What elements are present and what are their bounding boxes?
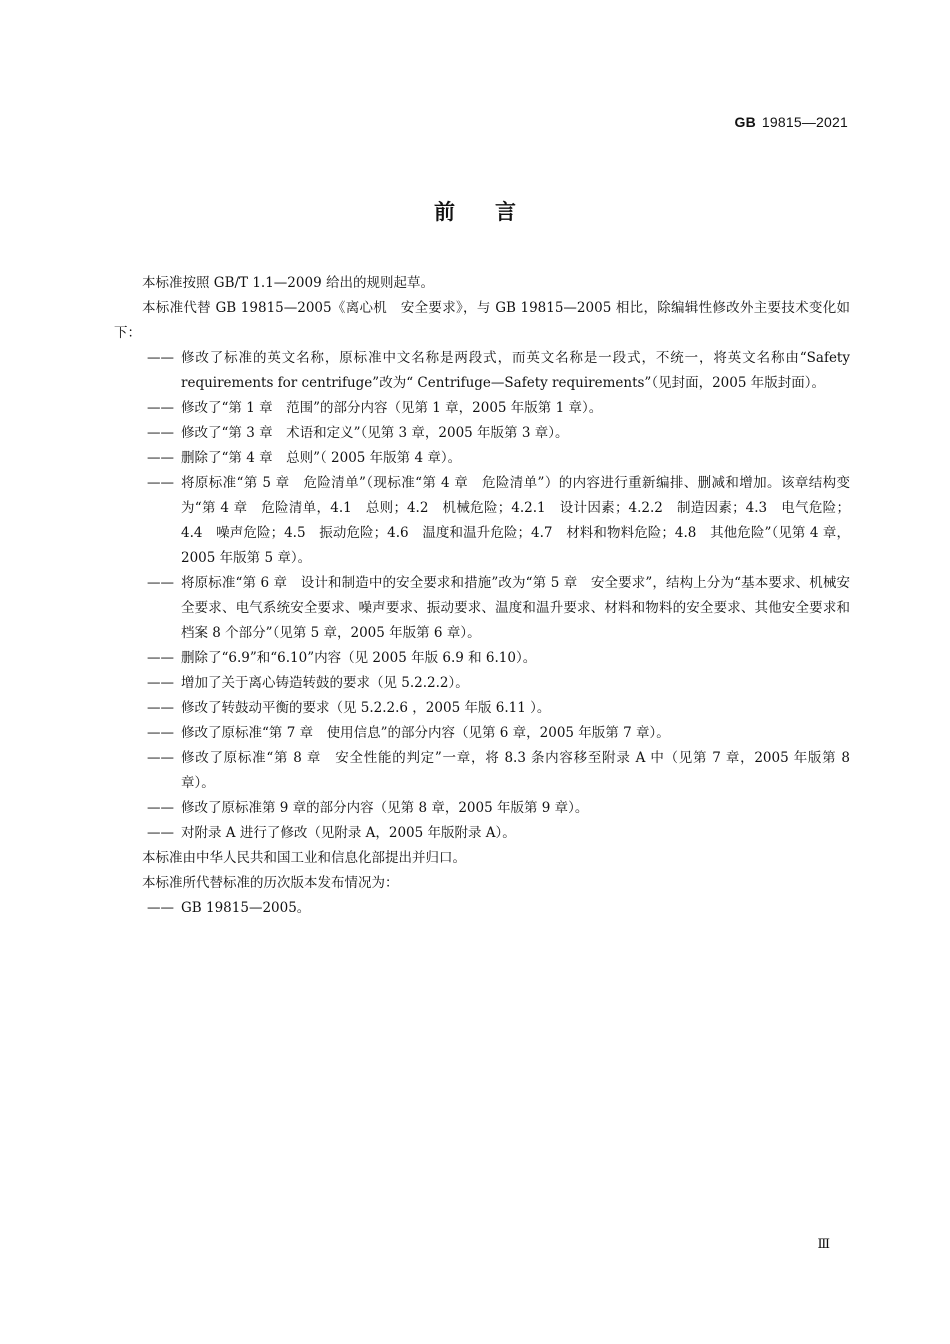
change-item: [114, 446, 850, 471]
change-item: [114, 696, 850, 721]
change-text: 修改了原标准第 9 章的部分内容（见第 8 章，2005 年版第 9 章）。: [181, 800, 589, 816]
change-text: 删除了“第 4 章 总则”（ 2005 年版第 4 章）。: [181, 450, 462, 466]
change-item: [114, 346, 850, 396]
change-item: [114, 721, 850, 746]
paragraph-replacement: 本标准代替 GB 19815—2005《离心机 安全要求》，与 GB 19815—2005 相比，除编辑性修改外主要技术变化如下：: [114, 300, 850, 341]
change-item: [114, 821, 850, 846]
dash-mark: ——: [147, 450, 174, 466]
change-text: 增加了关于离心铸造转鼓的要求（见 5.2.2.2）。: [181, 675, 469, 691]
dash-mark: ——: [147, 725, 174, 741]
change-item: [114, 396, 850, 421]
change-text: 修改了原标准“第 8 章 安全性能的判定”一章，将 8.3 条内容移至附录 A 中（见第 7 章，2005 年版第 8 章）。: [181, 750, 850, 791]
change-item: [114, 646, 850, 671]
change-text: 将原标准“第 5 章 危险清单”（现标准“第 4 章 危险清单”）的内容进行重新编排、删减和增加。该章结构变为“第 4 章 危险清单，4.1 总则；4.2 机械危险；4.2.1 设计因素；4.2.2 制造因素；4.3 电气危险；4.4 噪声危险；4.5 振动危险；4.6 温度和温升危险；4.7 材料和物料危险；4.8 其他危险”（见第 4 章，2005 年版第 5 章）。: [181, 475, 850, 566]
dash-mark: ——: [147, 800, 174, 816]
change-text: 修改了标准的英文名称，原标准中文名称是两段式，而英文名称是一段式，不统一，将英文名称由“Safety requirements for centrifuge”改为“ Centrifuge—Safety requirements”（见封面，2005 年版封面）。: [181, 350, 850, 391]
paragraph-proposer: 本标准由中华人民共和国工业和信息化部提出并归口。: [142, 850, 466, 866]
dash-mark: ——: [147, 350, 174, 366]
change-item: [114, 571, 850, 646]
dash-mark: ——: [147, 575, 174, 591]
dash-mark: ——: [147, 750, 174, 766]
document-body: [114, 271, 850, 921]
change-text: 将原标准“第 6 章 设计和制造中的安全要求和措施”改为“第 5 章 安全要求”，结构上分为“基本要求、机械安全要求、电气系统安全要求、噪声要求、振动要求、温度和温升要求、材料和物料的安全要求、其他安全要求和档案 8 个部分”（见第 5 章，2005 年版第 6 章）。: [181, 575, 850, 641]
change-text: 对附录 A 进行了修改（见附录 A，2005 年版附录 A）。: [181, 825, 516, 841]
standard-code-number: 19815—2021: [761, 114, 848, 130]
dash-mark: ——: [147, 425, 174, 441]
history-text: GB 19815—2005。: [181, 900, 311, 916]
change-item: [114, 796, 850, 821]
paragraph-history-intro: 本标准所代替标准的历次版本发布情况为：: [142, 875, 399, 891]
paragraph-drafting-rules: 本标准按照 GB/T 1.1—2009 给出的规则起草。: [142, 275, 434, 291]
change-item: [114, 746, 850, 796]
change-item: [114, 421, 850, 446]
dash-mark: ——: [147, 475, 174, 491]
changes-list: [114, 346, 850, 846]
change-text: 删除了“6.9”和“6.10”内容（见 2005 年版 6.9 和 6.10）。: [181, 650, 537, 666]
change-item: [114, 471, 850, 571]
page-title: 前言: [434, 200, 556, 224]
history-item: [114, 896, 850, 921]
dash-mark: ——: [147, 650, 174, 666]
standard-code: [735, 114, 848, 130]
change-text: 修改了“第 3 章 术语和定义”（见第 3 章，2005 年版第 3 章）。: [181, 425, 569, 441]
standard-code-prefix: GB: [734, 114, 756, 130]
dash-mark: ——: [147, 675, 174, 691]
dash-mark: ——: [147, 900, 174, 916]
page-number: Ⅲ: [817, 1237, 830, 1252]
change-text: 修改了转鼓动平衡的要求（见 5.2.2.6 ，2005 年版 6.11 ）。: [181, 700, 551, 716]
change-item: [114, 671, 850, 696]
dash-mark: ——: [147, 400, 174, 416]
change-text: 修改了原标准“第 7 章 使用信息”的部分内容（见第 6 章，2005 年版第 7 章）。: [181, 725, 670, 741]
dash-mark: ——: [147, 700, 174, 716]
dash-mark: ——: [147, 825, 174, 841]
change-text: 修改了“第 1 章 范围”的部分内容（见第 1 章，2005 年版第 1 章）。: [181, 400, 603, 416]
